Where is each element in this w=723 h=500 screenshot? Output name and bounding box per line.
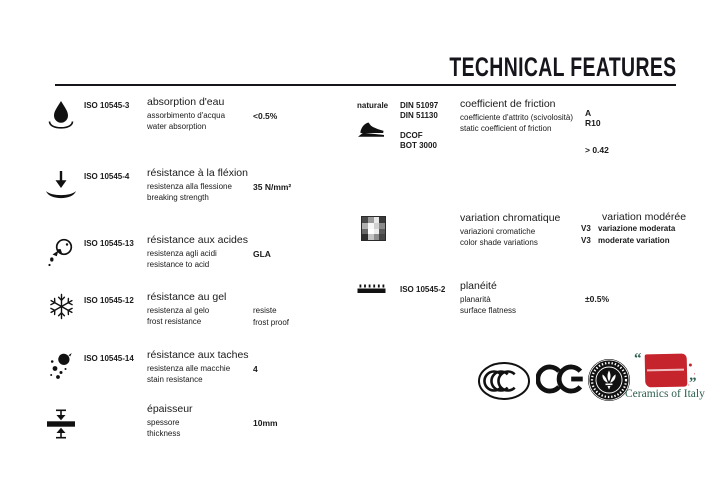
surface-finish-label: naturale bbox=[357, 101, 389, 110]
spec-label-it: resistenza alle macchie bbox=[147, 363, 231, 373]
spec-value: 4 bbox=[253, 364, 258, 374]
spec-label-fr: résistance à la fléxion bbox=[147, 167, 248, 179]
spec-label-en: static coefficient of friction bbox=[460, 123, 552, 133]
iso-code: ISO 10545-14 bbox=[84, 354, 134, 363]
spec-value: 35 N/mm² bbox=[253, 182, 292, 192]
spec-label-en: thickness bbox=[147, 428, 181, 438]
variation-value-en: V3 moderate variation bbox=[581, 236, 670, 245]
spec-label-fr: coefficient de friction bbox=[460, 98, 556, 110]
iso-code: ISO 10545-3 bbox=[84, 101, 130, 110]
thickness-icon bbox=[44, 409, 78, 439]
ceramics-of-italy-text: Ceramics of Italy bbox=[625, 388, 705, 400]
spec-label-it: resistenza al gelo bbox=[147, 305, 210, 315]
spec-value: resiste bbox=[253, 306, 277, 315]
flatness-value: ±0.5% bbox=[585, 294, 610, 304]
spec-label-en: color shade variations bbox=[460, 237, 538, 247]
iso-code: ISO 10545-2 bbox=[400, 285, 446, 294]
iso-code: ISO 10545-12 bbox=[84, 296, 134, 305]
page-title: TECHNICAL FEATURES bbox=[449, 52, 677, 82]
spec-label-fr: absorption d'eau bbox=[147, 96, 225, 108]
din-code-2: DIN 51130 bbox=[400, 110, 438, 120]
snowflake-icon bbox=[44, 293, 78, 320]
spec-label-fr: planéité bbox=[460, 280, 497, 292]
bot-code: BOT 3000 bbox=[400, 140, 437, 150]
water-drop-icon bbox=[44, 100, 78, 132]
din-code-1: DIN 51097 bbox=[400, 101, 439, 110]
spec-label-en: stain resistance bbox=[147, 374, 203, 384]
ccc-logo bbox=[477, 361, 531, 406]
spec-label-it: spessore bbox=[147, 417, 180, 427]
spec-label-it: resistenza agli acidi bbox=[147, 248, 217, 258]
spec-label-fr: résistance aux taches bbox=[147, 349, 249, 361]
flexion-arrow-icon bbox=[44, 170, 78, 202]
spec-label-fr: variation chromatique bbox=[460, 212, 561, 224]
acid-flask-icon bbox=[44, 237, 78, 269]
spec-label-en: frost resistance bbox=[147, 316, 202, 326]
spec-value: GLA bbox=[253, 249, 271, 259]
variation-value-it: V3 variazione moderata bbox=[581, 224, 676, 233]
spec-value: 10mm bbox=[253, 418, 278, 428]
ceramics-of-italy-logo bbox=[624, 350, 723, 406]
spec-label-en: breaking strength bbox=[147, 192, 209, 202]
din-codes bbox=[400, 101, 438, 120]
spec-value-2: frost proof bbox=[253, 318, 290, 327]
dcof-code: DCOF bbox=[400, 131, 423, 140]
spec-label-fr: épaisseur bbox=[147, 403, 193, 415]
iso-code: ISO 10545-13 bbox=[84, 239, 134, 248]
friction-value-a: A bbox=[585, 108, 592, 118]
spec-label-en: surface flatness bbox=[460, 305, 517, 315]
dcof-codes bbox=[400, 131, 437, 150]
spec-value: <0.5% bbox=[253, 111, 278, 121]
friction-value-dcof: > 0.42 bbox=[585, 145, 609, 155]
variation-value-fr: variation modérée bbox=[602, 211, 687, 223]
spec-label-fr: résistance au gel bbox=[147, 291, 227, 303]
shoe-icon bbox=[357, 117, 385, 144]
friction-value-r: R10 bbox=[585, 117, 601, 128]
spec-label-it: coefficiente d'attrito (scivolosità) bbox=[460, 112, 573, 122]
spec-label-en: resistance to acid bbox=[147, 259, 210, 269]
spec-label-it: assorbimento d'acqua bbox=[147, 110, 226, 120]
shade-checker-icon bbox=[361, 216, 386, 241]
spec-label-it: variazioni cromatiche bbox=[460, 226, 536, 236]
spec-label-it: planarità bbox=[460, 294, 491, 304]
spec-label-it: resistenza alla flessione bbox=[147, 181, 232, 191]
stain-icon bbox=[44, 352, 78, 380]
red-square-mark bbox=[645, 354, 688, 388]
iso-code: ISO 10545-4 bbox=[84, 172, 130, 181]
spec-label-en: water absorption bbox=[147, 121, 207, 131]
close-quote: ” bbox=[689, 375, 697, 391]
open-quote: “ bbox=[634, 351, 642, 367]
spec-label-fr: résistance aux acides bbox=[147, 234, 248, 246]
ce-mark-logo bbox=[536, 362, 586, 401]
flatness-ruler-icon bbox=[357, 281, 387, 299]
title-divider bbox=[55, 84, 676, 86]
